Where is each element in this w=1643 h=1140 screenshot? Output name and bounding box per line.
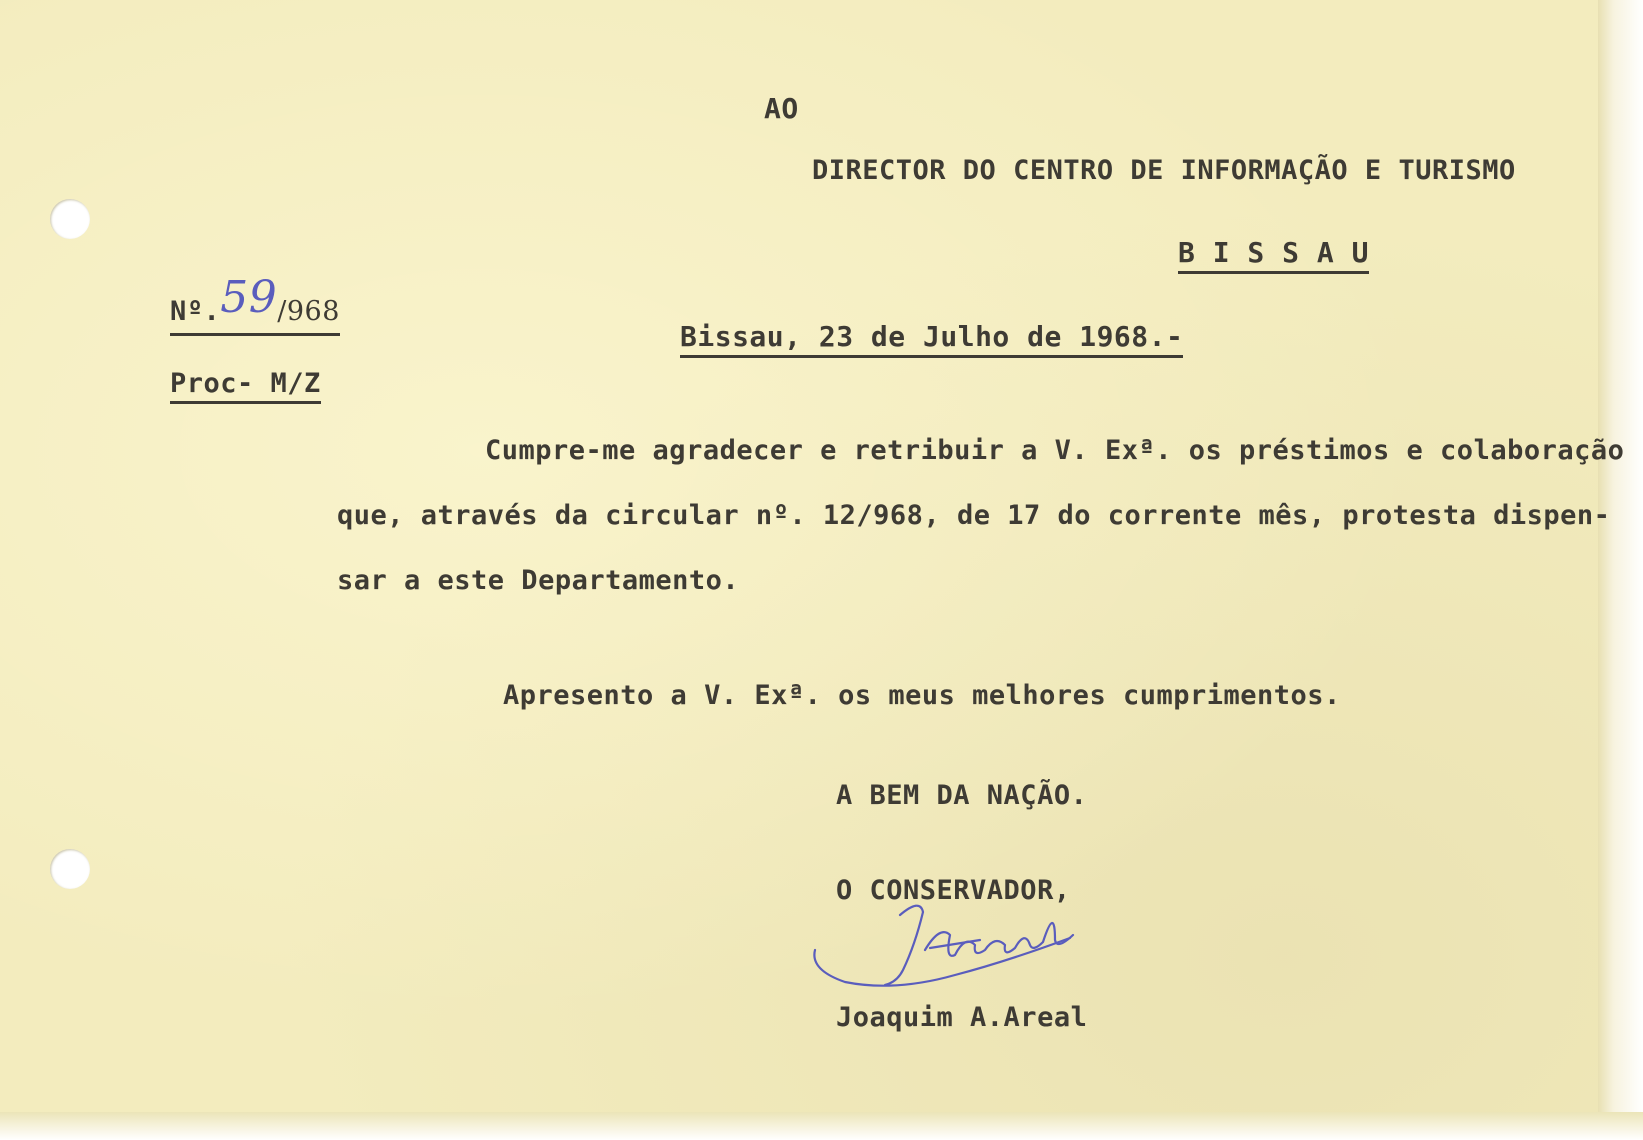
paragraph1-line2: que, através da circular nº. 12/968, de 17 do corrente mês, protesta dispen-	[337, 500, 1611, 531]
process-reference: Proc- M/Z	[170, 368, 321, 404]
reference-number-handwritten: 59	[220, 272, 278, 323]
recipient-city: B I S S A U	[1178, 236, 1369, 274]
punch-hole-bottom	[50, 849, 90, 889]
signer-name: Joaquim A.Areal	[836, 1002, 1088, 1033]
reference-number-suffix: /968	[277, 296, 340, 327]
paper-edge-right	[1598, 0, 1643, 1140]
date-line: Bissau, 23 de Julho de 1968.-	[680, 320, 1183, 358]
salutation: AO	[764, 92, 799, 125]
paragraph1-line1: Cumpre-me agradecer e retribuir a V. Exª. os préstimos e colaboração	[485, 435, 1625, 466]
punch-hole-top	[50, 199, 90, 239]
reference-number	[170, 272, 340, 336]
closing-formula: A BEM DA NAÇÃO.	[836, 780, 1088, 811]
signature-drawing	[805, 890, 1115, 1015]
paper-edge-bottom	[0, 1112, 1643, 1140]
paragraph1-line3: sar a este Departamento.	[337, 565, 740, 596]
paragraph2: Apresento a V. Exª. os meus melhores cumprimentos.	[503, 680, 1341, 711]
signer-title: O CONSERVADOR,	[836, 875, 1071, 906]
recipient-title: DIRECTOR DO CENTRO DE INFORMAÇÃO E TURISMO	[812, 155, 1516, 186]
reference-number-prefix: Nº.	[170, 296, 221, 327]
